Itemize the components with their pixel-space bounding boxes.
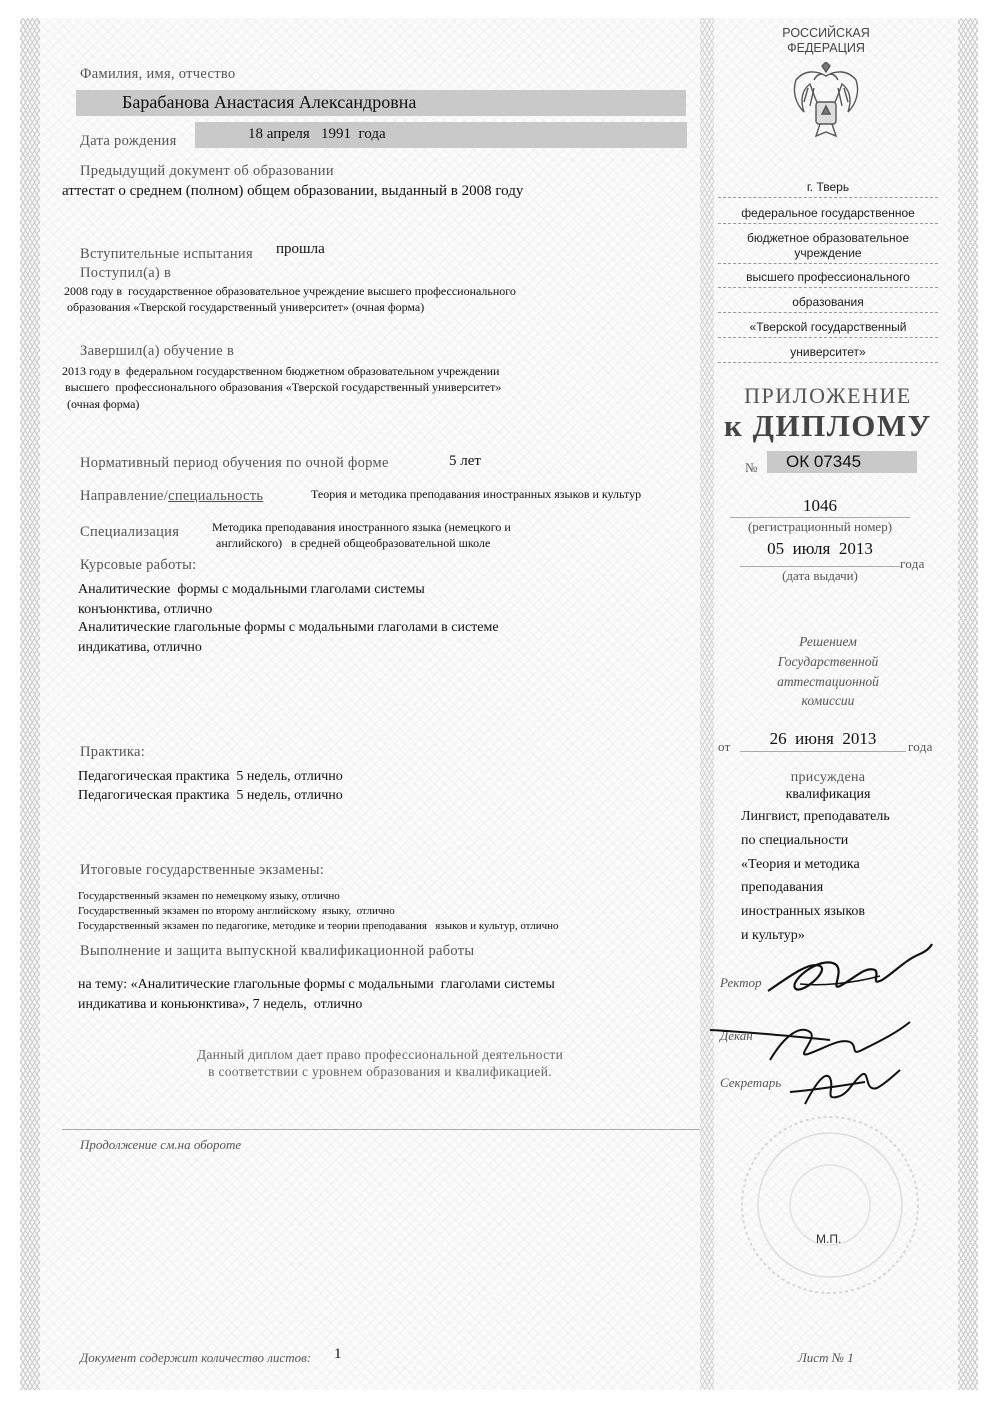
- coursework-line-1: Аналитические формы с модальными глаголами системы: [78, 582, 425, 597]
- secretary-label: Секретарь: [720, 1075, 782, 1090]
- qualification-line-5: иностранных языков: [741, 904, 866, 919]
- coat-of-arms-icon: [786, 62, 866, 148]
- appendix-title: ПРИЛОЖЕНИЕ: [744, 383, 912, 408]
- qualification-line-4: преподавания: [741, 880, 824, 895]
- decision-line-3: аттестационной: [777, 674, 879, 689]
- coursework-line-4: индикатива, отлично: [78, 640, 202, 655]
- qualification-line-6: и культур»: [741, 928, 805, 943]
- direction-value: Теория и методика преподавания иностранных языков и культур: [311, 487, 642, 501]
- coursework-label: Курсовые работы:: [80, 557, 197, 573]
- specialization-label: Специализация: [80, 524, 180, 540]
- decision-date: 26 июня 2013: [769, 729, 877, 748]
- coursework-line-3: Аналитические глагольные формы с модальными глаголами в системе: [78, 620, 499, 635]
- enrolled-line-2: образования «Тверской государственный университет» (очная форма): [67, 300, 425, 314]
- registration-caption: (регистрационный номер): [730, 517, 910, 535]
- sheets-label: Документ содержит количество листов:: [80, 1350, 312, 1365]
- sheet-number: Лист № 1: [798, 1350, 854, 1365]
- country-line-2: ФЕДЕРАЦИЯ: [787, 41, 865, 55]
- thesis-label: Выполнение и защита выпускной квалификационной работы: [80, 943, 475, 959]
- entrance-label: Вступительные испытания: [80, 246, 253, 262]
- enrolled-label: Поступил(а) в: [80, 265, 172, 281]
- exams-label: Итоговые государственные экзамены:: [80, 862, 325, 878]
- enrolled-line-1: 2008 году в государственное образовательное учреждение высшего профессионального: [64, 284, 516, 298]
- practice-line-2: Педагогическая практика 5 недель, отлично: [78, 788, 343, 803]
- prev-doc-value: аттестат о среднем (полном) общем образовании, выданный в 2008 году: [62, 183, 524, 199]
- secretary-signature-icon: [785, 1060, 905, 1110]
- issue-caption: (дата выдачи): [740, 566, 900, 584]
- practice-line-1: Педагогическая практика 5 недель, отлично: [78, 769, 343, 784]
- issuer-line-6: «Тверской государственный: [718, 320, 938, 338]
- seal-label: М.П.: [816, 1232, 842, 1246]
- decision-line-1: Решением: [799, 634, 857, 649]
- left-security-border: [20, 18, 40, 1390]
- sheets-value: 1: [334, 1346, 342, 1362]
- thesis-line-1: на тему: «Аналитические глагольные формы с модальными глаголами системы: [78, 977, 555, 992]
- middle-security-strip: [700, 18, 714, 1390]
- footer-divider: [62, 1129, 700, 1130]
- qualification-line-3: «Теория и методика: [741, 857, 860, 872]
- rights-line-2: в соответствии с уровнем образования и квалификацией.: [208, 1064, 552, 1079]
- direction-label-b: специальность: [168, 488, 264, 504]
- prev-doc-label: Предыдущий документ об образовании: [80, 163, 334, 179]
- issuer-city: г. Тверь: [718, 180, 938, 198]
- period-label: Нормативный период обучения по очной форме: [80, 455, 389, 471]
- rector-label: Ректор: [720, 975, 762, 990]
- issuer-line-4: высшего профессионального: [718, 270, 938, 288]
- practice-label: Практика:: [80, 744, 146, 760]
- decision-line-2: Государственной: [777, 654, 879, 669]
- issue-date: 05 июля 2013: [767, 539, 873, 558]
- birth-value: 18 апреля 1991 года: [248, 126, 386, 142]
- specialization-line-2: английского) в средней общеобразовательной школе: [216, 536, 491, 550]
- finished-line-2: высшего профессионального образования «Тверской государственный университет»: [65, 380, 502, 394]
- right-security-border: [958, 18, 978, 1390]
- direction-label: [80, 488, 263, 505]
- birth-label: Дата рождения: [80, 133, 177, 149]
- diploma-number: ОК 07345: [786, 452, 862, 471]
- exam-line-1: Государственный экзамен по немецкому языку, отлично: [78, 890, 340, 902]
- name-label: Фамилия, имя, отчество: [80, 66, 236, 82]
- issuer-line-2: бюджетное образовательное: [746, 231, 910, 245]
- country-line-1: РОССИЙСКАЯ: [782, 26, 870, 40]
- coursework-line-2: конъюнктива, отлично: [78, 602, 213, 617]
- issue-year-suffix: года: [900, 556, 925, 571]
- exam-line-2: Государственный экзамен по второму английскому языку, отлично: [78, 905, 395, 917]
- exam-line-3: Государственный экзамен по педагогике, методике и теории преподавания языков и культур, отлично: [78, 920, 559, 932]
- finished-line-3: (очная форма): [67, 397, 140, 411]
- issuer-line-5: образования: [718, 295, 938, 313]
- issuer-line-1: федеральное государственное: [718, 206, 938, 224]
- rights-line-1: Данный диплом дает право профессиональной деятельности: [196, 1047, 564, 1062]
- specialization-line-1: Методика преподавания иностранного языка (немецкого и: [212, 520, 511, 534]
- direction-label-a: Направление/: [80, 488, 169, 504]
- qualification-line-1: Лингвист, преподаватель: [741, 809, 890, 824]
- dean-label: Декан: [720, 1028, 753, 1043]
- qualification-line-2: по специальности: [741, 833, 849, 848]
- number-prefix: №: [745, 460, 758, 475]
- period-value: 5 лет: [449, 453, 481, 469]
- decision-line-4: комиссии: [801, 693, 855, 708]
- decision-year-suffix: года: [908, 739, 933, 754]
- awarded-label: присуждена: [790, 770, 866, 785]
- name-value: Барабанова Анастасия Александровна: [122, 92, 417, 112]
- registration-number: 1046: [803, 496, 837, 515]
- qualification-label: квалификация: [785, 787, 871, 802]
- appendix-subtitle: к ДИПЛОМУ: [724, 408, 932, 443]
- finished-line-1: 2013 году в федеральном государственном бюджетном образовательном учреждении: [62, 364, 500, 378]
- decision-date-underline: [740, 751, 906, 752]
- issuer-line-3: учреждение: [718, 246, 938, 264]
- entrance-value: прошла: [276, 241, 325, 257]
- thesis-line-2: индикатива и коньюнктива», 7 недель, отлично: [78, 997, 363, 1012]
- decision-from: от: [718, 739, 731, 754]
- issuer-line-7: университет»: [718, 345, 938, 363]
- finished-label: Завершил(а) обучение в: [80, 343, 235, 359]
- continued-note: Продолжение см.на обороте: [80, 1137, 242, 1152]
- rector-signature-icon: [760, 936, 935, 1006]
- stamp-icon: [735, 1110, 925, 1300]
